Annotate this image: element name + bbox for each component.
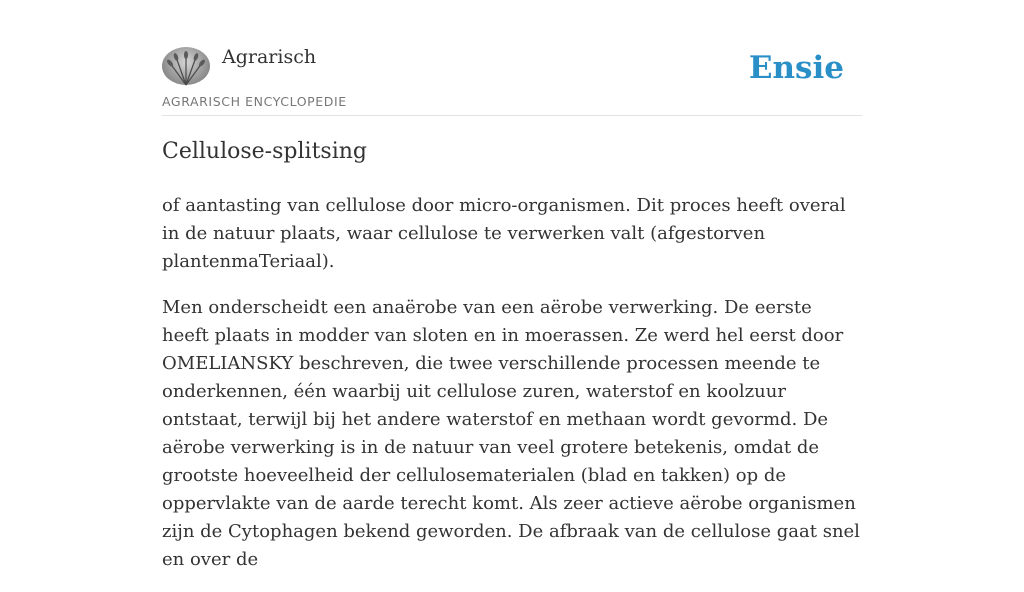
ensie-logo-link[interactable]: Ensie xyxy=(748,50,844,86)
article-body xyxy=(162,192,862,592)
dictionary-name-link[interactable]: Agrarisch xyxy=(222,46,317,68)
article-paragraph-2: Men onderscheidt een anaërobe van een aërobe verwerking. De eerste heeft plaats in modder van sloten en in moerassen. Ze werd hel eerst door OMELIANSKY beschreven, die twee verschillende processen meende te onderkennen, één waarbij uit cellulose zuren, waterstof en koolzuur ontstaat, terwijl bij het andere waterstof en methaan wordt gevormd. De aërobe verwerking is in de natuur van veel grotere betekenis, omdat de grootste hoeveelheid der cellulosematerialen (blad en takken) op de oppervlakte van de aarde terecht komt. Als zeer actieve aërobe organismen zijn de Cytophagen bekend geworden. De afbraak van de cellulose gaat snel en over de xyxy=(162,297,860,570)
dictionary-header xyxy=(162,44,862,116)
article-title: Cellulose-splitsing xyxy=(162,139,367,164)
wheat-icon[interactable] xyxy=(162,47,210,85)
article-paragraph-1: of aantasting van cellulose door micro-organismen. Dit proces heeft overal in de natuur plaats, waar cellulose te verwerken valt (afgestorven plantenmaTeriaal). xyxy=(162,195,846,272)
dictionary-subtitle: AGRARISCH ENCYCLOPEDIE xyxy=(162,94,347,109)
